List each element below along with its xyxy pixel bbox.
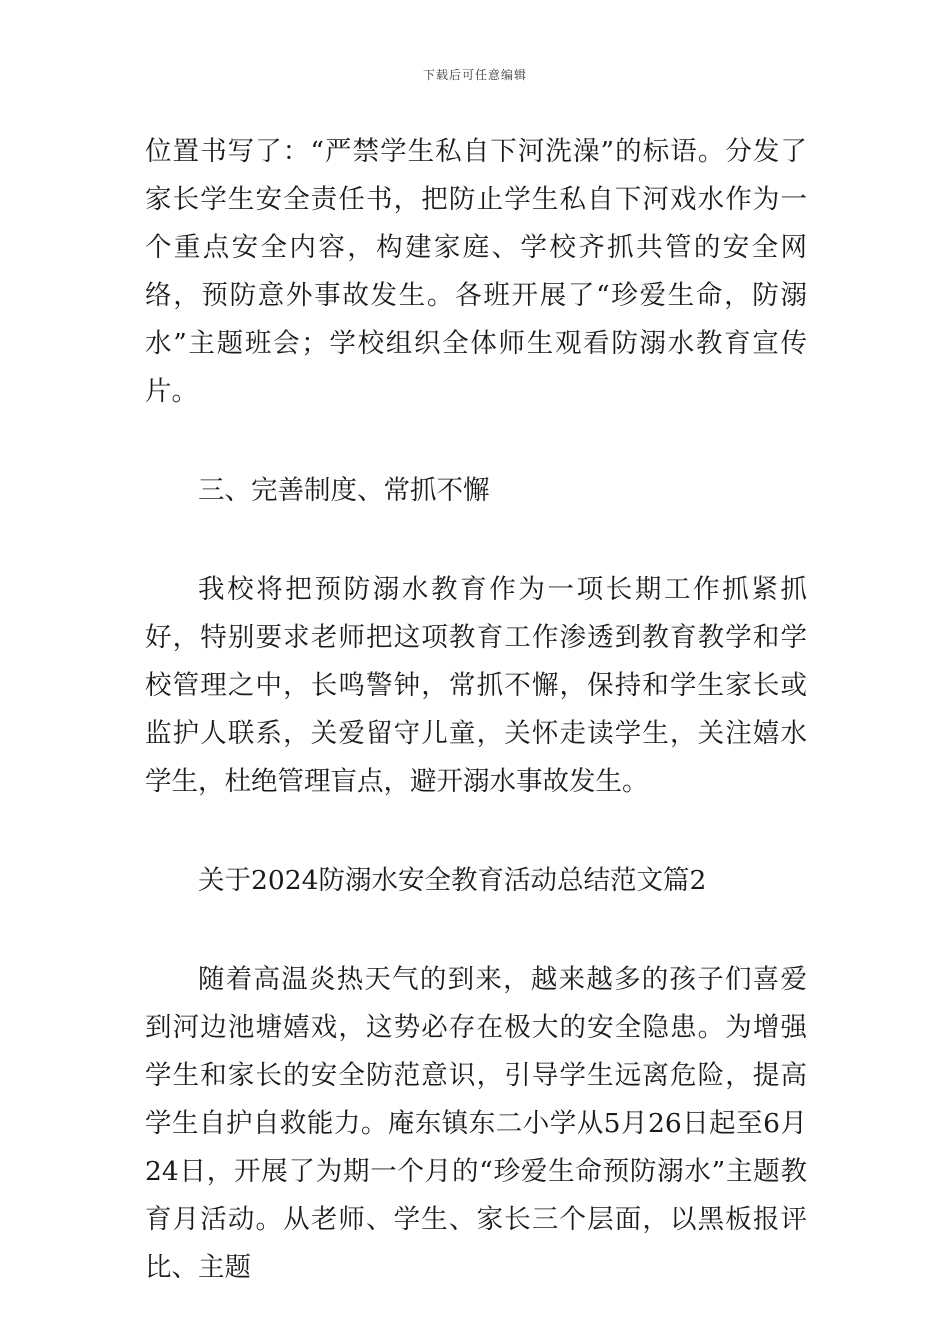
paragraph-section-3: 我校将把预防溺水教育作为一项长期工作抓紧抓好，特别要求老师把这项教育工作渗透到教育教学和学校管理之中，长鸣警钟，常抓不懈，保持和学生家长或监护人联系，关爱留守儿童，关怀走读学生，关注嬉水学生，杜绝管理盲点，避开溺水事故发生。 bbox=[145, 574, 807, 797]
paragraph-gap bbox=[145, 416, 807, 467]
paragraph-gap bbox=[145, 515, 807, 566]
paragraph-article-2-intro: 随着高温炎热天气的到来，越来越多的孩子们喜爱到河边池塘嬉戏，这势必存在极大的安全隐患。为增强学生和家长的安全防范意识，引导学生远离危险，提高学生自护自救能力。庵东镇东二小学从5月26日起至6月24日，开展了为期一个月的“珍爱生命预防溺水”主题教育月活动。从老师、学生、家长三个层面，以黑板报评比、主题 bbox=[145, 964, 807, 1283]
paragraph-gap bbox=[145, 806, 807, 857]
paragraph-continued: 位置书写了：“严禁学生私自下河洗澡”的标语。分发了家长学生安全责任书，把防止学生私自下河戏水作为一个重点安全内容，构建家庭、学校齐抓共管的安全网络，预防意外事故发生。各班开展了“珍爱生命，防溺水”主题班会；学校组织全体师生观看防溺水教育宣传片。 bbox=[145, 136, 807, 407]
article-title-2: 关于2024防溺水安全教育活动总结范文篇2 bbox=[198, 865, 707, 896]
section-heading-3: 三、完善制度、常抓不懈 bbox=[198, 475, 490, 506]
paragraph-gap bbox=[145, 905, 807, 956]
page-header-note: 下载后可任意编辑 bbox=[422, 68, 527, 82]
document-body bbox=[145, 128, 807, 1292]
